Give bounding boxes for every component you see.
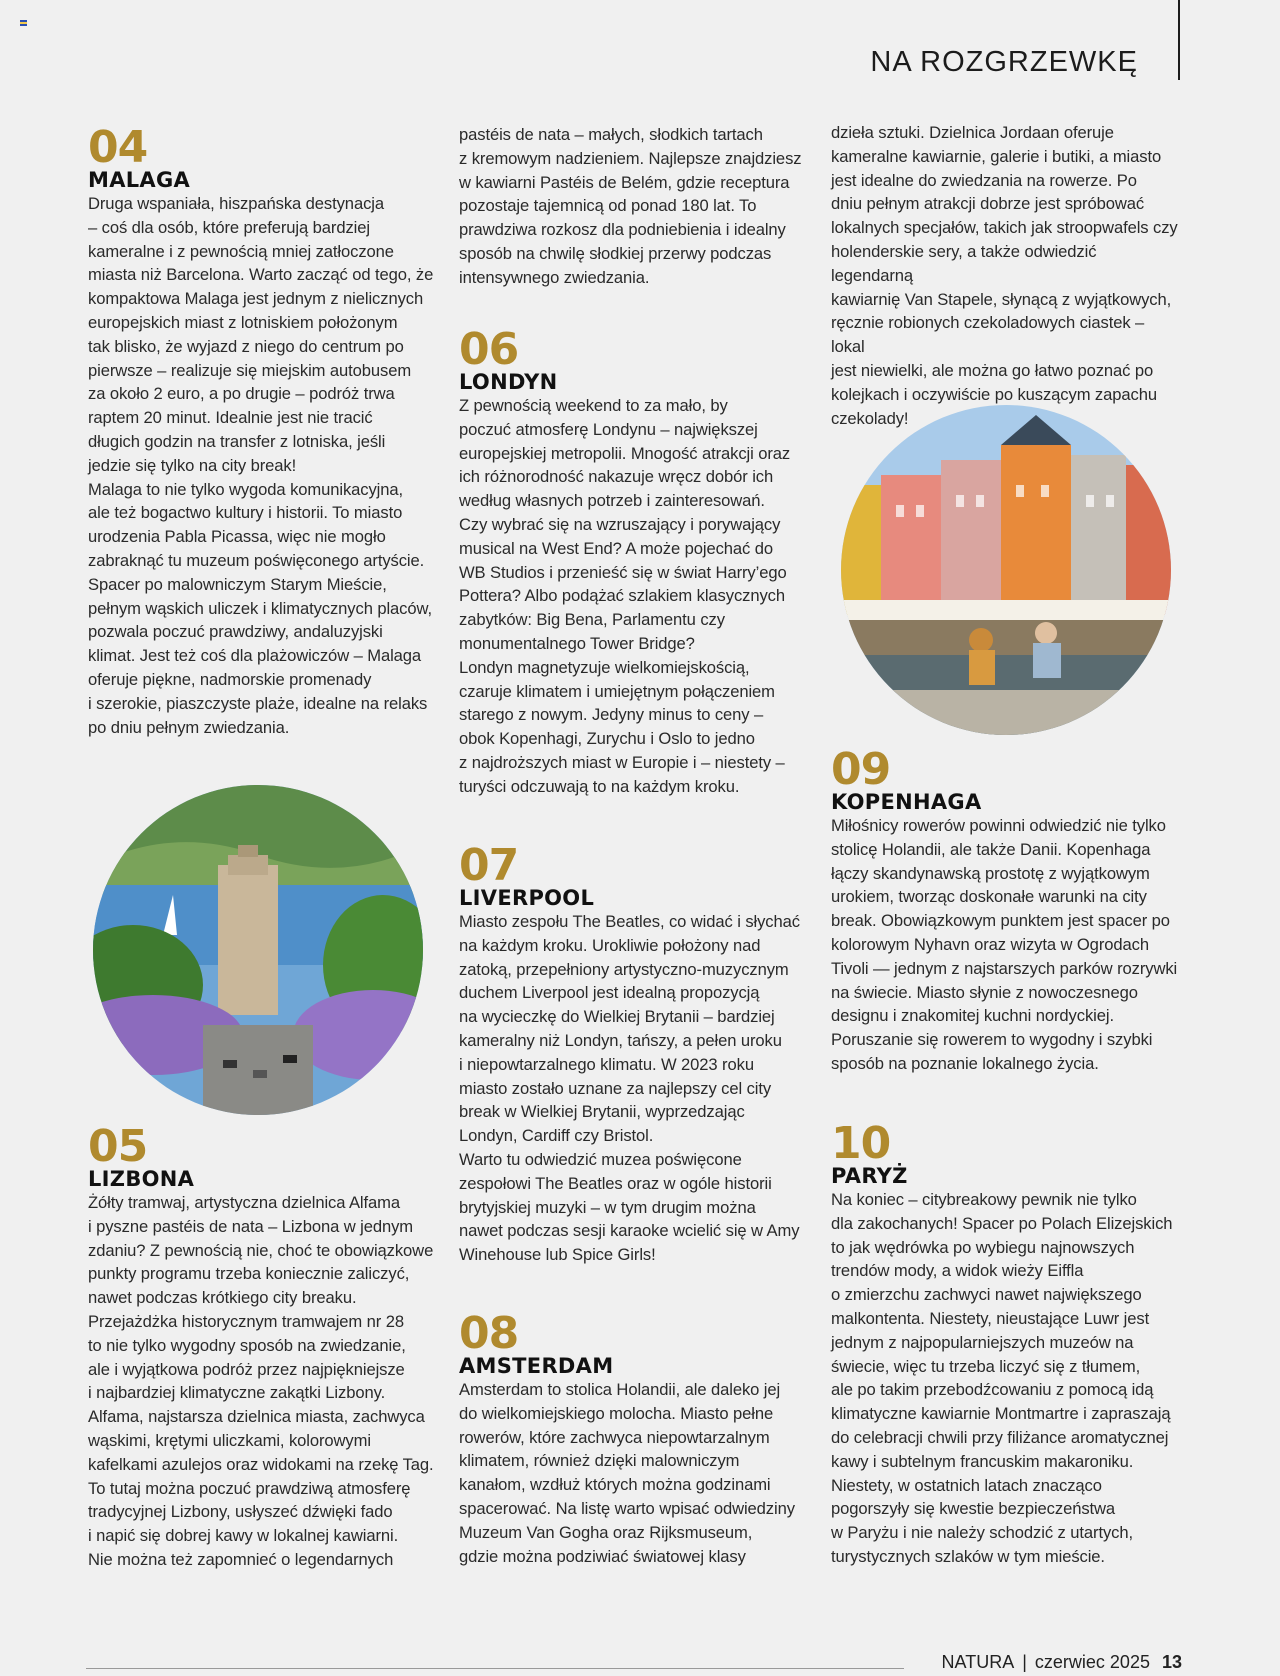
section-paryz — [831, 1118, 1179, 1569]
section-text: Miasto zespołu The Beatles, co widać i słychać na każdym kroku. Urokliwie położony nad zatoką, przepełniony artystyczno-muzycznym duchem Liverpool jest idealną propozycją na wycieczkę do Wielkiej Brytanii – bardziej kameralny niż Londyn, tańszy, a pełen uroku i niepowtarzalnego klimatu. W 2023 roku miasto zostało uznane za najlepszy cel city break w Wielkiej Brytanii, wyprzedzając Londyn, Cardiff czy Bristol. Warto tu odwiedzić muzea poświęcone zespołowi The Beatles oraz w ogóle historii brytyjskiej muzyki – w tym drugim można nawet podczas sesji karaoke wcielić się w Amy Winehouse lub Spice Girls! — [459, 912, 800, 1265]
section-city: AMSTERDAM — [459, 1354, 614, 1378]
section-number: 05 — [88, 1121, 148, 1172]
section-number: 07 — [459, 840, 519, 891]
section-city: MALAGA — [88, 168, 191, 192]
copenhagen-photo — [841, 405, 1171, 735]
section-text: Amsterdam to stolica Holandii, ale daleko jej do wielkomiejskiego molocha. Miasto pełne rowerów, które zachwyca niepowtarzalnym klimatem, również dzięki malowniczym kanałom, wzdłuż których można godzinami spacerować. Na listę warto wpisać odwiedziny Muzeum Van Gogha oraz Rijksmuseum, gdzie można podziwiać światowej klasy — [459, 1380, 795, 1566]
section-text: Żółty tramwaj, artystyczna dzielnica Alfama i pyszne pastéis de nata – Lizbona w jednym zdaniu? Z pewnością nie, choć te obowiązkowe punkty programu trzeba koniecznie zaliczyć, nawet podczas krótkiego city breaku. Przejażdżka historycznym tramwajem nr 28 to nie tylko wygodny sposób na zwiedzanie, ale i wyjątkowa podróż przez najpiękniejsze i najbardziej klimatyczne zakątki Lizbony. Alfama, najstarsza dzielnica miasta, zachwyca wąskimi, krętymi uliczkami, kolorowymi kafelkami azulejos oraz widokami na rzekę Tag. To tutaj można poczuć prawdziwą atmosferę tradycyjnej Lizbony, usłyszeć dźwięki fado i napić się dobrej kawy w lokalnej kawiarni. Nie można też zapomnieć o legendarnych — [88, 1193, 434, 1569]
section-lizbona-continued — [459, 123, 807, 290]
section-city: KOPENHAGA — [831, 790, 982, 814]
section-number: 04 — [88, 122, 148, 173]
section-city: LIVERPOOL — [459, 886, 595, 910]
section-text: Druga wspaniała, hiszpańska destynacja – coś dla osób, które preferują bardziej kameralne i z pewnością mniej zatłoczone miasta niż Barcelona. Warto zacząć od tego, że kompaktowa Malaga jest jednym z nielicznych europejskich miast z lotniskiem położonym tak blisko, że wyjazd z niego do centrum po pierwsze – realizuje się miejskim autobusem za około 2 euro, a po drugie – podróż trwa raptem 20 minut. Idealnie jest nie tracić długich godzin na transfer z lotniska, jeśli jedzie się tylko na city break! Malaga to nie tylko wygoda komunikacyjna, ale też bogactwo kultury i historii. To miasto urodzenia Pabla Picassa, więc nie mogło zabraknąć tu muzeum poświęconego artyście. Spacer po malowniczym Starym Mieście, pełnym wąskich uliczek i klimatycznych placów, pozwala poczuć prawdziwy, andaluzyjski klimat. Jest też coś dla plażowiczów – Malaga oferuje piękne, nadmorskie promenady i szerokie, piaszczyste plaże, idealne na relaks po dniu pełnym zwiedzania. — [88, 194, 434, 737]
footer-divider — [86, 1668, 904, 1669]
section-number: 08 — [459, 1308, 519, 1359]
header-divider — [1178, 0, 1180, 80]
flag-icon — [20, 20, 27, 26]
section-lizbona — [88, 1121, 436, 1572]
section-malaga — [88, 122, 436, 739]
section-londyn — [459, 324, 807, 799]
issue-date: czerwiec 2025 — [1034, 1652, 1150, 1672]
section-kopenhaga — [831, 744, 1179, 1076]
section-city: LIZBONA — [88, 1167, 195, 1191]
section-text: Na koniec – citybreakowy pewnik nie tylko dla zakochanych! Spacer po Polach Elizejskich to jak wędrówka po wybiegu najnowszych trendów mody, a widok wieży Eiffla o zmierzchu zachwyci nawet największego malkontenta. Niestety, nieustające Luwr jest jednym z najpopularniejszych muzeów na świecie, więc tu trzeba liczyć się z tłumem, ale po takim przebodźcowaniu z pomocą idą klimatyczne kawiarnie Montmartre i zapraszają do celebracji chwili przy filiżance aromatycznej kawy i subtelnym francuskim makaroniku. Niestety, w ostatnich latach znacząco pogorszyły się kwestie bezpieczeństwa w Paryżu i nie należy schodzić z utartych, turystycznych szlaków w tym mieście. — [831, 1190, 1173, 1566]
lisbon-photo — [93, 785, 423, 1115]
section-city: PARYŻ — [831, 1164, 908, 1188]
section-amsterdam-continued — [831, 121, 1179, 430]
section-text: pastéis de nata – małych, słodkich tartach z kremowym nadzieniem. Najlepsze znajdziesz w kawiarni Pastéis de Belém, gdzie receptura pozostaje tajemnicą od ponad 180 lat. To prawdziwa rozkosz dla podniebienia i idealny sposób na chwilę słodkiej przerwy podczas intensywnego zwiedzania. — [459, 125, 802, 287]
footer — [942, 1652, 1182, 1673]
section-number: 09 — [831, 744, 891, 795]
section-text: Miłośnicy rowerów powinni odwiedzić nie tylko stolicę Holandii, ale także Danii. Kopenhaga łączy skandynawską prostotę z wyjątkowym urokiem, tworząc doskonałe warunki na city break. Obowiązkowym punktem jest spacer po kolorowym Nyhavn oraz wizyta w Ogrodach Tivoli — jednym z najstarszych parków rozrywki na świecie. Miasto słynie z nowoczesnego designu i znakomitej kuchni nordyckiej. Poruszanie się rowerem to wygodny i szybki sposób na poznanie lokalnego życia. — [831, 816, 1178, 1073]
page-number: 13 — [1161, 1652, 1182, 1672]
section-number: 06 — [459, 324, 519, 375]
section-city: LONDYN — [459, 370, 558, 394]
section-text: dzieła sztuki. Dzielnica Jordaan oferuje kameralne kawiarnie, galerie i butiki, a miasto jest idealne do zwiedzania na rowerze. Po dniu pełnym atrakcji dobrze jest spróbować lokalnych specjałów, takich jak stroopwafels czy holenderskie sery, a także odwiedzić legendarną kawiarnię Van Stapele, słynącą z wyjątkowych, ręcznie robionych czekoladowych ciastek – lokal jest niewielki, ale można go łatwo poznać po kolejkach i oczywiście po kuszącym zapachu czekolady! — [831, 123, 1178, 428]
section-number: 10 — [831, 1118, 891, 1169]
footer-separator: | — [1022, 1652, 1027, 1672]
section-amsterdam — [459, 1308, 807, 1568]
section-header: NA ROZGRZEWKĘ — [870, 46, 1138, 78]
section-text: Z pewnością weekend to za mało, by poczuć atmosferę Londynu – największej europejskiej metropolii. Mnogość atrakcji oraz ich różnorodność nakazuje wręcz dobór ich według własnych potrzeb i zainteresowań. Czy wybrać się na wzruszający i porywający musical na West End? A może pojechać do WB Studios i przenieść się w świat Harry’ego Pottera? Albo podążać szlakiem klasycznych zabytków: Big Bena, Parlamentu czy monumentalnego Tower Bridge? Londyn magnetyzuje wielkomiejskością, czaruje klimatem i umiejętnym połączeniem starego z nowym. Jedyny minus to ceny – obok Kopenhagi, Zurychu i Oslo to jedno z najdroższych miast w Europie i – niestety – turyści odczuwają to na każdym kroku. — [459, 396, 791, 796]
section-liverpool — [459, 840, 807, 1267]
magazine-name: NATURA — [941, 1652, 1015, 1672]
